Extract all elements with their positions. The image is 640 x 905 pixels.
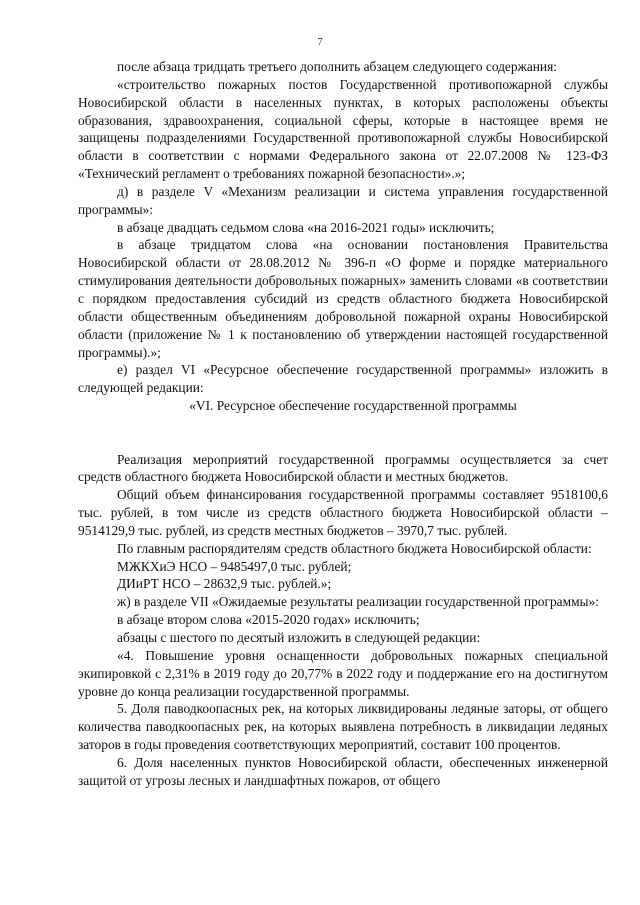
paragraph: «4. Повышение уровня оснащенности добровольных пожарных специальной экипировкой с 2,31% в 2019 году до 20,77% в 2022 году и поддержание его на достигнутом уровне до конца реализации государственной программы. <box>78 647 608 699</box>
paragraph: 6. Доля населенных пунктов Новосибирской области, обеспеченных инженерной защитой от угрозы лесных и ландшафтных пожаров, от общего <box>78 754 608 788</box>
section-heading: «VI. Ресурсное обеспечение государственной программы <box>189 398 517 414</box>
paragraph: после абзаца тридцать третьего дополнить абзацем следующего содержания: <box>117 59 557 74</box>
paragraph: в абзаце тридцатом слова «на основании постановления Правительства Новосибирской области от 28.08.2012 № 396-п «О форме и порядке материального стимулирования деятельности добровольных пожарных» заменить словами «в соответствии с порядком предоставления субсидий из средств областного бюджета Новосибирской области общественным объединениям добровольной пожарной охраны Новосибирской области (приложение № 1 к постановлению об утверждении настоящей государственной программы).»; <box>78 237 608 360</box>
paragraph: ДИиРТ НСО – 28632,9 тыс. рублей.»; <box>117 576 332 592</box>
paragraph: Общий объем финансирования государственной программы составляет 9518100,6 тыс. рублей, в том числе из средств областного бюджета Новосибирской области – 9514129,9 тыс. рублей, из средств местных бюджетов – 3970,7 тыс. рублей. <box>78 487 608 538</box>
paragraph: МЖКХиЭ НСО – 9485497,0 тыс. рублей; <box>117 558 352 574</box>
paragraph: По главным распорядителям средств областного бюджета Новосибирской области: <box>117 540 592 556</box>
paragraph: в абзаце втором слова «2015-2020 годах» исключить; <box>117 612 420 628</box>
paragraph: «строительство пожарных постов Государственной противопожарной службы Новосибирской области в населенных пунктах, в которых расположены объекты образования, здравоохранения, социальной сферы, которые в настоящее время не защищены подразделениями Государственной противопожарной службы Новосибирской области в соответствии с нормами Федерального закона от 22.07.2008 № 123-ФЗ «Технический регламент о требованиях пожарной безопасности».»; <box>78 76 608 182</box>
paragraph: е) раздел VI «Ресурсное обеспечение государственной программы» изложить в следующей редакции: <box>78 362 608 396</box>
document-body <box>78 58 608 790</box>
page-number: 7 <box>317 36 323 48</box>
blank-spacer <box>78 415 608 451</box>
paragraph: Реализация мероприятий государственной программы осуществляется за счет средств областного бюджета Новосибирской области и местных бюджетов. <box>78 451 608 485</box>
paragraph: д) в разделе V «Механизм реализации и система управления государственной программы»: <box>78 183 608 217</box>
paragraph: абзацы с шестого по десятый изложить в следующей редакции: <box>117 630 481 645</box>
paragraph: в абзаце двадцать седьмом слова «на 2016-2021 годы» исключить; <box>117 219 495 235</box>
paragraph: ж) в разделе VII «Ожидаемые результаты реализации государственной программы»: <box>117 594 599 610</box>
paragraph: 5. Доля паводкоопасных рек, на которых ликвидированы ледяные заторы, от общего количества паводкоопасных рек, на которых выявлена потребность в ликвидации ледяных заторов в годы проведения соответствующих мероприятий, составит 100 процентов. <box>78 701 608 753</box>
